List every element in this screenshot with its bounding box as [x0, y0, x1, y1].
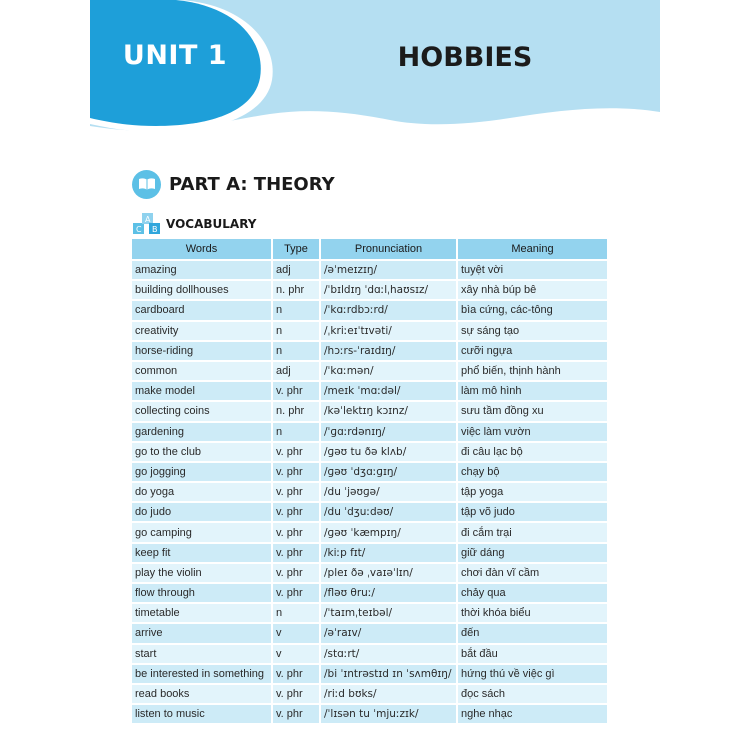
cell-word: go to the club: [132, 442, 272, 462]
cell-pronunciation: /əˈmeɪzɪŋ/: [320, 260, 457, 280]
cell-pronunciation: /ˈkɑːrdbɔːrd/: [320, 300, 457, 320]
table-row: [132, 381, 607, 401]
cell-pronunciation: /hɔːrs-ˈraɪdɪŋ/: [320, 341, 457, 361]
table-row: [132, 664, 607, 684]
cell-pronunciation: /du ˈjəʊɡə/: [320, 482, 457, 502]
cell-type: n: [272, 321, 320, 341]
cell-pronunciation: /əˈraɪv/: [320, 623, 457, 643]
cell-type: v. phr: [272, 583, 320, 603]
cell-type: adj: [272, 260, 320, 280]
cell-meaning: phổ biến, thịnh hành: [457, 361, 607, 381]
cell-word: cardboard: [132, 300, 272, 320]
unit-banner: [90, 0, 660, 140]
section-heading: [132, 212, 256, 236]
svg-text:C: C: [136, 225, 142, 234]
cell-word: keep fit: [132, 543, 272, 563]
cell-word: timetable: [132, 603, 272, 623]
header-type: Type: [272, 239, 320, 260]
table-row: [132, 502, 607, 522]
cell-meaning: việc làm vườn: [457, 422, 607, 442]
cell-meaning: sưu tầm đồng xu: [457, 401, 607, 421]
cell-type: v. phr: [272, 543, 320, 563]
cell-type: n. phr: [272, 280, 320, 300]
cell-type: v. phr: [272, 563, 320, 583]
cell-type: n: [272, 300, 320, 320]
cell-word: arrive: [132, 623, 272, 643]
cell-pronunciation: /ɡəʊ tu ðə klʌb/: [320, 442, 457, 462]
textbook-page: [90, 0, 660, 750]
header-meaning: Meaning: [457, 239, 607, 260]
cell-word: play the violin: [132, 563, 272, 583]
cell-pronunciation: /stɑːrt/: [320, 644, 457, 664]
table-row: [132, 422, 607, 442]
cell-type: n. phr: [272, 401, 320, 421]
table-header-row: [132, 239, 607, 260]
open-book-icon: [132, 170, 161, 199]
table-row: [132, 361, 607, 381]
cell-pronunciation: /ɡəʊ ˈdʒɑːɡɪŋ/: [320, 462, 457, 482]
cell-type: v. phr: [272, 442, 320, 462]
cell-meaning: giữ dáng: [457, 543, 607, 563]
cell-meaning: cưỡi ngựa: [457, 341, 607, 361]
cell-pronunciation: /ˈbɪldɪŋ ˈdɑːlˌhaʊsɪz/: [320, 280, 457, 300]
cell-type: v. phr: [272, 462, 320, 482]
table-row: [132, 684, 607, 704]
table-row: [132, 482, 607, 502]
cell-meaning: đi cắm trại: [457, 522, 607, 542]
cell-type: n: [272, 603, 320, 623]
cell-pronunciation: /ɡəʊ ˈkæmpɪŋ/: [320, 522, 457, 542]
cell-meaning: hứng thú về việc gì: [457, 664, 607, 684]
cell-pronunciation: /kiːp fɪt/: [320, 543, 457, 563]
table-row: [132, 462, 607, 482]
table-row: [132, 280, 607, 300]
cell-meaning: tuyệt vời: [457, 260, 607, 280]
cell-word: amazing: [132, 260, 272, 280]
cell-pronunciation: /kəˈlektɪŋ kɔɪnz/: [320, 401, 457, 421]
table-row: [132, 442, 607, 462]
vocabulary-table: [132, 239, 607, 725]
cell-type: v. phr: [272, 502, 320, 522]
cell-meaning: tập võ judo: [457, 502, 607, 522]
header-words: Words: [132, 239, 272, 260]
table-row: [132, 321, 607, 341]
cell-type: v: [272, 623, 320, 643]
cell-type: v. phr: [272, 522, 320, 542]
cell-type: adj: [272, 361, 320, 381]
cell-pronunciation: /du ˈdʒuːdəʊ/: [320, 502, 457, 522]
table-row: [132, 522, 607, 542]
cell-word: building dollhouses: [132, 280, 272, 300]
cell-word: be interested in something: [132, 664, 272, 684]
cell-meaning: xây nhà búp bê: [457, 280, 607, 300]
cell-word: do judo: [132, 502, 272, 522]
svg-text:A: A: [145, 215, 151, 224]
cell-type: v. phr: [272, 482, 320, 502]
cell-word: horse-riding: [132, 341, 272, 361]
table-row: [132, 543, 607, 563]
cell-word: gardening: [132, 422, 272, 442]
cell-pronunciation: /pleɪ ðə ˌvaɪəˈlɪn/: [320, 563, 457, 583]
cell-meaning: đến: [457, 623, 607, 643]
cell-meaning: làm mô hình: [457, 381, 607, 401]
abc-blocks-icon: [132, 212, 162, 236]
cell-type: v. phr: [272, 704, 320, 724]
table-row: [132, 603, 607, 623]
cell-meaning: bắt đầu: [457, 644, 607, 664]
cell-word: make model: [132, 381, 272, 401]
part-heading: [132, 169, 335, 199]
table-row: [132, 300, 607, 320]
cell-pronunciation: /ˈɡɑːrdənɪŋ/: [320, 422, 457, 442]
table-row: [132, 563, 607, 583]
cell-meaning: thời khóa biểu: [457, 603, 607, 623]
cell-meaning: đi câu lạc bộ: [457, 442, 607, 462]
table-row: [132, 341, 607, 361]
cell-meaning: chơi đàn vĩ cầm: [457, 563, 607, 583]
cell-type: v. phr: [272, 684, 320, 704]
table-row: [132, 644, 607, 664]
cell-word: creativity: [132, 321, 272, 341]
part-title: PART A: THEORY: [169, 173, 335, 195]
cell-word: common: [132, 361, 272, 381]
cell-meaning: bìa cứng, các-tông: [457, 300, 607, 320]
cell-type: n: [272, 422, 320, 442]
cell-meaning: chảy qua: [457, 583, 607, 603]
svg-text:B: B: [152, 225, 158, 234]
cell-meaning: đọc sách: [457, 684, 607, 704]
table-row: [132, 704, 607, 724]
cell-meaning: chạy bộ: [457, 462, 607, 482]
unit-number: UNIT 1: [122, 40, 228, 71]
table-row: [132, 583, 607, 603]
cell-word: go jogging: [132, 462, 272, 482]
cell-pronunciation: /bi ˈɪntrəstɪd ɪn ˈsʌmθɪŋ/: [320, 664, 457, 684]
header-pronunciation: Pronunciation: [320, 239, 457, 260]
cell-type: v. phr: [272, 664, 320, 684]
table-row: [132, 623, 607, 643]
table-row: [132, 401, 607, 421]
cell-type: v. phr: [272, 381, 320, 401]
cell-meaning: tập yoga: [457, 482, 607, 502]
cell-pronunciation: /riːd bʊks/: [320, 684, 457, 704]
cell-word: flow through: [132, 583, 272, 603]
cell-pronunciation: /ˌkriːeɪˈtɪvəti/: [320, 321, 457, 341]
table-row: [132, 260, 607, 280]
cell-word: do yoga: [132, 482, 272, 502]
cell-word: go camping: [132, 522, 272, 542]
cell-type: v: [272, 644, 320, 664]
cell-pronunciation: /ˈtaɪmˌteɪbəl/: [320, 603, 457, 623]
cell-word: start: [132, 644, 272, 664]
unit-title: HOBBIES: [397, 42, 533, 73]
cell-word: collecting coins: [132, 401, 272, 421]
cell-meaning: sự sáng tạo: [457, 321, 607, 341]
cell-pronunciation: /ˈkɑːmən/: [320, 361, 457, 381]
cell-pronunciation: /fləʊ θruː/: [320, 583, 457, 603]
cell-word: read books: [132, 684, 272, 704]
cell-type: n: [272, 341, 320, 361]
cell-pronunciation: /meɪk ˈmɑːdəl/: [320, 381, 457, 401]
cell-word: listen to music: [132, 704, 272, 724]
cell-pronunciation: /ˈlɪsən tu ˈmjuːzɪk/: [320, 704, 457, 724]
cell-meaning: nghe nhạc: [457, 704, 607, 724]
section-title: VOCABULARY: [166, 217, 257, 231]
